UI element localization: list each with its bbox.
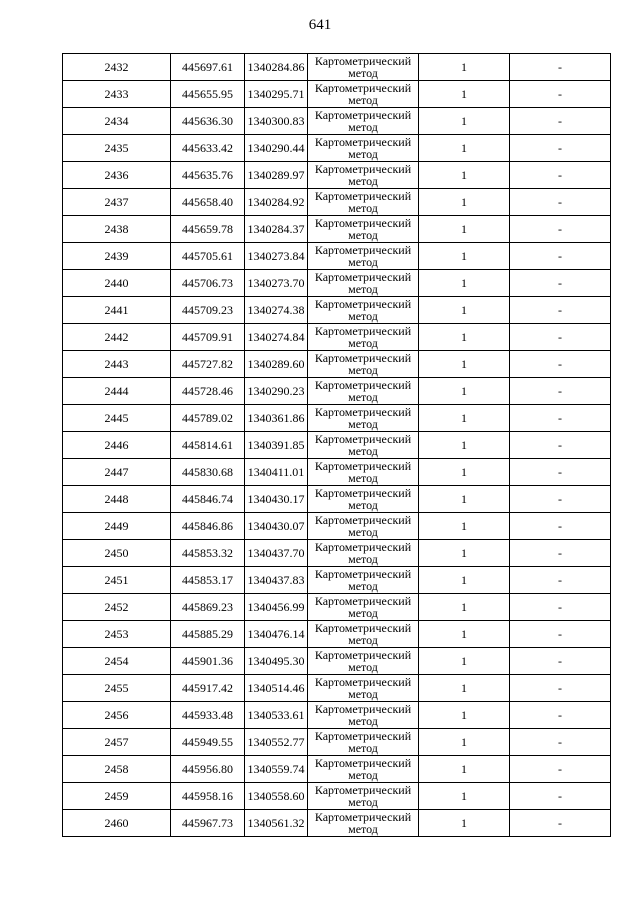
- method-line-1: Картометрический: [314, 216, 412, 230]
- method-cell: [308, 270, 419, 297]
- point-number-cell: 2456: [63, 702, 171, 729]
- note-cell: -: [510, 270, 611, 297]
- method-line-1: Картометрический: [314, 324, 412, 338]
- accuracy-cell: 1: [419, 783, 510, 810]
- note-cell: -: [510, 648, 611, 675]
- method-line-1: Картометрический: [314, 729, 412, 743]
- point-number-cell: 2433: [63, 81, 171, 108]
- method-line-1: Картометрический: [314, 81, 412, 95]
- method-cell: [308, 54, 419, 81]
- accuracy-cell: 1: [419, 675, 510, 702]
- accuracy-cell: 1: [419, 243, 510, 270]
- x-coordinate-cell: 445956.80: [171, 756, 245, 783]
- x-coordinate-cell: 445636.30: [171, 108, 245, 135]
- method-cell: [308, 324, 419, 351]
- method-cell: [308, 432, 419, 459]
- method-line-1: Картометрический: [314, 270, 412, 284]
- accuracy-cell: 1: [419, 378, 510, 405]
- accuracy-cell: 1: [419, 702, 510, 729]
- note-cell: -: [510, 702, 611, 729]
- method-line-2: метод: [348, 147, 378, 161]
- method-line-2: метод: [348, 120, 378, 134]
- accuracy-cell: 1: [419, 297, 510, 324]
- y-coordinate-cell: 1340284.86: [245, 54, 308, 81]
- method-line-2: метод: [348, 606, 378, 620]
- method-line-2: метод: [348, 363, 378, 377]
- method-line-1: Картометрический: [314, 648, 412, 662]
- method-line-1: Картометрический: [314, 378, 412, 392]
- accuracy-cell: 1: [419, 135, 510, 162]
- y-coordinate-cell: 1340274.84: [245, 324, 308, 351]
- note-cell: -: [510, 459, 611, 486]
- method-line-1: Картометрический: [314, 783, 412, 797]
- method-cell: [308, 648, 419, 675]
- y-coordinate-cell: 1340290.44: [245, 135, 308, 162]
- y-coordinate-cell: 1340561.32: [245, 810, 308, 837]
- accuracy-cell: 1: [419, 81, 510, 108]
- point-number-cell: 2436: [63, 162, 171, 189]
- y-coordinate-cell: 1340476.14: [245, 621, 308, 648]
- page-number: 641: [308, 17, 332, 33]
- note-cell: -: [510, 405, 611, 432]
- table-row: [63, 513, 611, 540]
- table-row: [63, 405, 611, 432]
- table-row: [63, 189, 611, 216]
- note-cell: -: [510, 783, 611, 810]
- note-cell: -: [510, 810, 611, 837]
- accuracy-cell: 1: [419, 54, 510, 81]
- point-number-cell: 2453: [63, 621, 171, 648]
- x-coordinate-cell: 445949.55: [171, 729, 245, 756]
- accuracy-cell: 1: [419, 108, 510, 135]
- y-coordinate-cell: 1340295.71: [245, 81, 308, 108]
- method-line-2: метод: [348, 336, 378, 350]
- method-cell: [308, 810, 419, 837]
- accuracy-cell: 1: [419, 729, 510, 756]
- method-line-2: метод: [348, 93, 378, 107]
- accuracy-cell: 1: [419, 810, 510, 837]
- y-coordinate-cell: 1340558.60: [245, 783, 308, 810]
- method-line-2: метод: [348, 228, 378, 242]
- point-number-cell: 2450: [63, 540, 171, 567]
- y-coordinate-cell: 1340437.83: [245, 567, 308, 594]
- method-line-1: Картометрический: [314, 594, 412, 608]
- method-cell: [308, 540, 419, 567]
- method-line-1: Картометрический: [314, 756, 412, 770]
- y-coordinate-cell: 1340274.38: [245, 297, 308, 324]
- note-cell: -: [510, 297, 611, 324]
- y-coordinate-cell: 1340289.60: [245, 351, 308, 378]
- method-line-1: Картометрический: [314, 675, 412, 689]
- accuracy-cell: 1: [419, 405, 510, 432]
- table-row: [63, 54, 611, 81]
- method-line-1: Картометрический: [314, 189, 412, 203]
- y-coordinate-cell: 1340514.46: [245, 675, 308, 702]
- accuracy-cell: 1: [419, 216, 510, 243]
- method-cell: [308, 567, 419, 594]
- point-number-cell: 2446: [63, 432, 171, 459]
- point-number-cell: 2440: [63, 270, 171, 297]
- x-coordinate-cell: 445635.76: [171, 162, 245, 189]
- method-line-1: Картометрический: [314, 621, 412, 635]
- note-cell: -: [510, 567, 611, 594]
- point-number-cell: 2439: [63, 243, 171, 270]
- x-coordinate-cell: 445933.48: [171, 702, 245, 729]
- y-coordinate-cell: 1340552.77: [245, 729, 308, 756]
- y-coordinate-cell: 1340559.74: [245, 756, 308, 783]
- method-line-1: Картометрический: [314, 513, 412, 527]
- x-coordinate-cell: 445967.73: [171, 810, 245, 837]
- method-line-2: метод: [348, 444, 378, 458]
- x-coordinate-cell: 445901.36: [171, 648, 245, 675]
- method-line-1: Картометрический: [314, 432, 412, 446]
- x-coordinate-cell: 445705.61: [171, 243, 245, 270]
- note-cell: -: [510, 594, 611, 621]
- accuracy-cell: 1: [419, 756, 510, 783]
- method-line-2: метод: [348, 633, 378, 647]
- point-number-cell: 2435: [63, 135, 171, 162]
- method-line-2: метод: [348, 174, 378, 188]
- point-number-cell: 2437: [63, 189, 171, 216]
- method-line-2: метод: [348, 525, 378, 539]
- method-line-2: метод: [348, 309, 378, 323]
- table-row: [63, 162, 611, 189]
- note-cell: -: [510, 243, 611, 270]
- method-cell: [308, 189, 419, 216]
- y-coordinate-cell: 1340273.84: [245, 243, 308, 270]
- method-line-1: Картометрический: [314, 405, 412, 419]
- method-line-2: метод: [348, 768, 378, 782]
- point-number-cell: 2454: [63, 648, 171, 675]
- y-coordinate-cell: 1340456.99: [245, 594, 308, 621]
- table-row: [63, 648, 611, 675]
- point-number-cell: 2452: [63, 594, 171, 621]
- x-coordinate-cell: 445846.74: [171, 486, 245, 513]
- note-cell: -: [510, 135, 611, 162]
- note-cell: -: [510, 351, 611, 378]
- point-number-cell: 2447: [63, 459, 171, 486]
- method-cell: [308, 81, 419, 108]
- y-coordinate-cell: 1340430.17: [245, 486, 308, 513]
- y-coordinate-cell: 1340411.01: [245, 459, 308, 486]
- y-coordinate-cell: 1340284.92: [245, 189, 308, 216]
- method-line-2: метод: [348, 795, 378, 809]
- table-row: [63, 108, 611, 135]
- point-number-cell: 2432: [63, 54, 171, 81]
- method-cell: [308, 216, 419, 243]
- accuracy-cell: 1: [419, 324, 510, 351]
- point-number-cell: 2459: [63, 783, 171, 810]
- table-row: [63, 324, 611, 351]
- point-number-cell: 2455: [63, 675, 171, 702]
- x-coordinate-cell: 445830.68: [171, 459, 245, 486]
- method-line-1: Картометрический: [314, 297, 412, 311]
- accuracy-cell: 1: [419, 486, 510, 513]
- point-number-cell: 2449: [63, 513, 171, 540]
- method-line-2: метод: [348, 201, 378, 215]
- table-row: [63, 432, 611, 459]
- method-cell: [308, 594, 419, 621]
- point-number-cell: 2448: [63, 486, 171, 513]
- table-row: [63, 675, 611, 702]
- x-coordinate-cell: 445869.23: [171, 594, 245, 621]
- table-row: [63, 378, 611, 405]
- method-line-2: метод: [348, 579, 378, 593]
- method-cell: [308, 405, 419, 432]
- accuracy-cell: 1: [419, 270, 510, 297]
- y-coordinate-cell: 1340290.23: [245, 378, 308, 405]
- y-coordinate-cell: 1340361.86: [245, 405, 308, 432]
- x-coordinate-cell: 445727.82: [171, 351, 245, 378]
- coordinates-table: [62, 53, 611, 837]
- method-cell: [308, 243, 419, 270]
- method-cell: [308, 162, 419, 189]
- method-cell: [308, 459, 419, 486]
- method-line-1: Картометрический: [314, 810, 412, 824]
- table-row: [63, 540, 611, 567]
- method-cell: [308, 729, 419, 756]
- note-cell: -: [510, 324, 611, 351]
- table-row: [63, 621, 611, 648]
- note-cell: -: [510, 81, 611, 108]
- table-body: [63, 54, 611, 837]
- method-line-1: Картометрический: [314, 162, 412, 176]
- table-row: [63, 135, 611, 162]
- table-row: [63, 594, 611, 621]
- y-coordinate-cell: 1340300.83: [245, 108, 308, 135]
- y-coordinate-cell: 1340284.37: [245, 216, 308, 243]
- x-coordinate-cell: 445728.46: [171, 378, 245, 405]
- x-coordinate-cell: 445655.95: [171, 81, 245, 108]
- point-number-cell: 2443: [63, 351, 171, 378]
- x-coordinate-cell: 445958.16: [171, 783, 245, 810]
- note-cell: -: [510, 108, 611, 135]
- accuracy-cell: 1: [419, 459, 510, 486]
- table-row: [63, 729, 611, 756]
- method-line-1: Картометрический: [314, 702, 412, 716]
- table-row: [63, 243, 611, 270]
- accuracy-cell: 1: [419, 513, 510, 540]
- table-row: [63, 270, 611, 297]
- note-cell: -: [510, 216, 611, 243]
- y-coordinate-cell: 1340273.70: [245, 270, 308, 297]
- point-number-cell: 2460: [63, 810, 171, 837]
- method-line-2: метод: [348, 714, 378, 728]
- point-number-cell: 2438: [63, 216, 171, 243]
- x-coordinate-cell: 445814.61: [171, 432, 245, 459]
- x-coordinate-cell: 445709.91: [171, 324, 245, 351]
- method-cell: [308, 351, 419, 378]
- method-line-2: метод: [348, 255, 378, 269]
- note-cell: -: [510, 675, 611, 702]
- method-line-1: Картометрический: [314, 567, 412, 581]
- table-row: [63, 756, 611, 783]
- method-cell: [308, 135, 419, 162]
- method-line-2: метод: [348, 687, 378, 701]
- table-row: [63, 567, 611, 594]
- table-row: [63, 459, 611, 486]
- method-line-2: метод: [348, 660, 378, 674]
- method-cell: [308, 486, 419, 513]
- x-coordinate-cell: 445697.61: [171, 54, 245, 81]
- note-cell: -: [510, 513, 611, 540]
- accuracy-cell: 1: [419, 351, 510, 378]
- table-row: [63, 216, 611, 243]
- method-line-1: Картометрический: [314, 54, 412, 68]
- x-coordinate-cell: 445658.40: [171, 189, 245, 216]
- table-row: [63, 702, 611, 729]
- method-line-1: Картометрический: [314, 135, 412, 149]
- y-coordinate-cell: 1340289.97: [245, 162, 308, 189]
- x-coordinate-cell: 445846.86: [171, 513, 245, 540]
- x-coordinate-cell: 445917.42: [171, 675, 245, 702]
- method-line-1: Картометрический: [314, 243, 412, 257]
- method-cell: [308, 108, 419, 135]
- point-number-cell: 2445: [63, 405, 171, 432]
- point-number-cell: 2441: [63, 297, 171, 324]
- note-cell: -: [510, 432, 611, 459]
- point-number-cell: 2444: [63, 378, 171, 405]
- y-coordinate-cell: 1340533.61: [245, 702, 308, 729]
- method-cell: [308, 297, 419, 324]
- method-line-2: метод: [348, 282, 378, 296]
- accuracy-cell: 1: [419, 189, 510, 216]
- x-coordinate-cell: 445853.32: [171, 540, 245, 567]
- method-line-2: метод: [348, 66, 378, 80]
- method-line-2: метод: [348, 471, 378, 485]
- accuracy-cell: 1: [419, 567, 510, 594]
- table-row: [63, 810, 611, 837]
- x-coordinate-cell: 445633.42: [171, 135, 245, 162]
- table-row: [63, 486, 611, 513]
- y-coordinate-cell: 1340430.07: [245, 513, 308, 540]
- method-line-1: Картометрический: [314, 459, 412, 473]
- accuracy-cell: 1: [419, 621, 510, 648]
- x-coordinate-cell: 445885.29: [171, 621, 245, 648]
- y-coordinate-cell: 1340391.85: [245, 432, 308, 459]
- accuracy-cell: 1: [419, 432, 510, 459]
- method-cell: [308, 513, 419, 540]
- accuracy-cell: 1: [419, 648, 510, 675]
- table-row: [63, 297, 611, 324]
- y-coordinate-cell: 1340437.70: [245, 540, 308, 567]
- note-cell: -: [510, 189, 611, 216]
- x-coordinate-cell: 445709.23: [171, 297, 245, 324]
- note-cell: -: [510, 756, 611, 783]
- accuracy-cell: 1: [419, 594, 510, 621]
- note-cell: -: [510, 540, 611, 567]
- method-cell: [308, 756, 419, 783]
- accuracy-cell: 1: [419, 540, 510, 567]
- table-row: [63, 783, 611, 810]
- method-cell: [308, 702, 419, 729]
- method-cell: [308, 621, 419, 648]
- method-line-1: Картометрический: [314, 486, 412, 500]
- point-number-cell: 2434: [63, 108, 171, 135]
- x-coordinate-cell: 445853.17: [171, 567, 245, 594]
- x-coordinate-cell: 445706.73: [171, 270, 245, 297]
- note-cell: -: [510, 162, 611, 189]
- method-line-2: метод: [348, 417, 378, 431]
- y-coordinate-cell: 1340495.30: [245, 648, 308, 675]
- note-cell: -: [510, 621, 611, 648]
- point-number-cell: 2457: [63, 729, 171, 756]
- method-line-2: метод: [348, 741, 378, 755]
- table-row: [63, 81, 611, 108]
- method-line-1: Картометрический: [314, 540, 412, 554]
- method-line-1: Картометрический: [314, 108, 412, 122]
- point-number-cell: 2458: [63, 756, 171, 783]
- method-line-2: метод: [348, 498, 378, 512]
- table-row: [63, 351, 611, 378]
- accuracy-cell: 1: [419, 162, 510, 189]
- note-cell: -: [510, 378, 611, 405]
- method-cell: [308, 783, 419, 810]
- method-line-2: метод: [348, 822, 378, 836]
- point-number-cell: 2451: [63, 567, 171, 594]
- method-line-2: метод: [348, 390, 378, 404]
- note-cell: -: [510, 54, 611, 81]
- note-cell: -: [510, 486, 611, 513]
- point-number-cell: 2442: [63, 324, 171, 351]
- x-coordinate-cell: 445789.02: [171, 405, 245, 432]
- method-cell: [308, 378, 419, 405]
- method-line-1: Картометрический: [314, 351, 412, 365]
- note-cell: -: [510, 729, 611, 756]
- method-line-2: метод: [348, 552, 378, 566]
- x-coordinate-cell: 445659.78: [171, 216, 245, 243]
- method-cell: [308, 675, 419, 702]
